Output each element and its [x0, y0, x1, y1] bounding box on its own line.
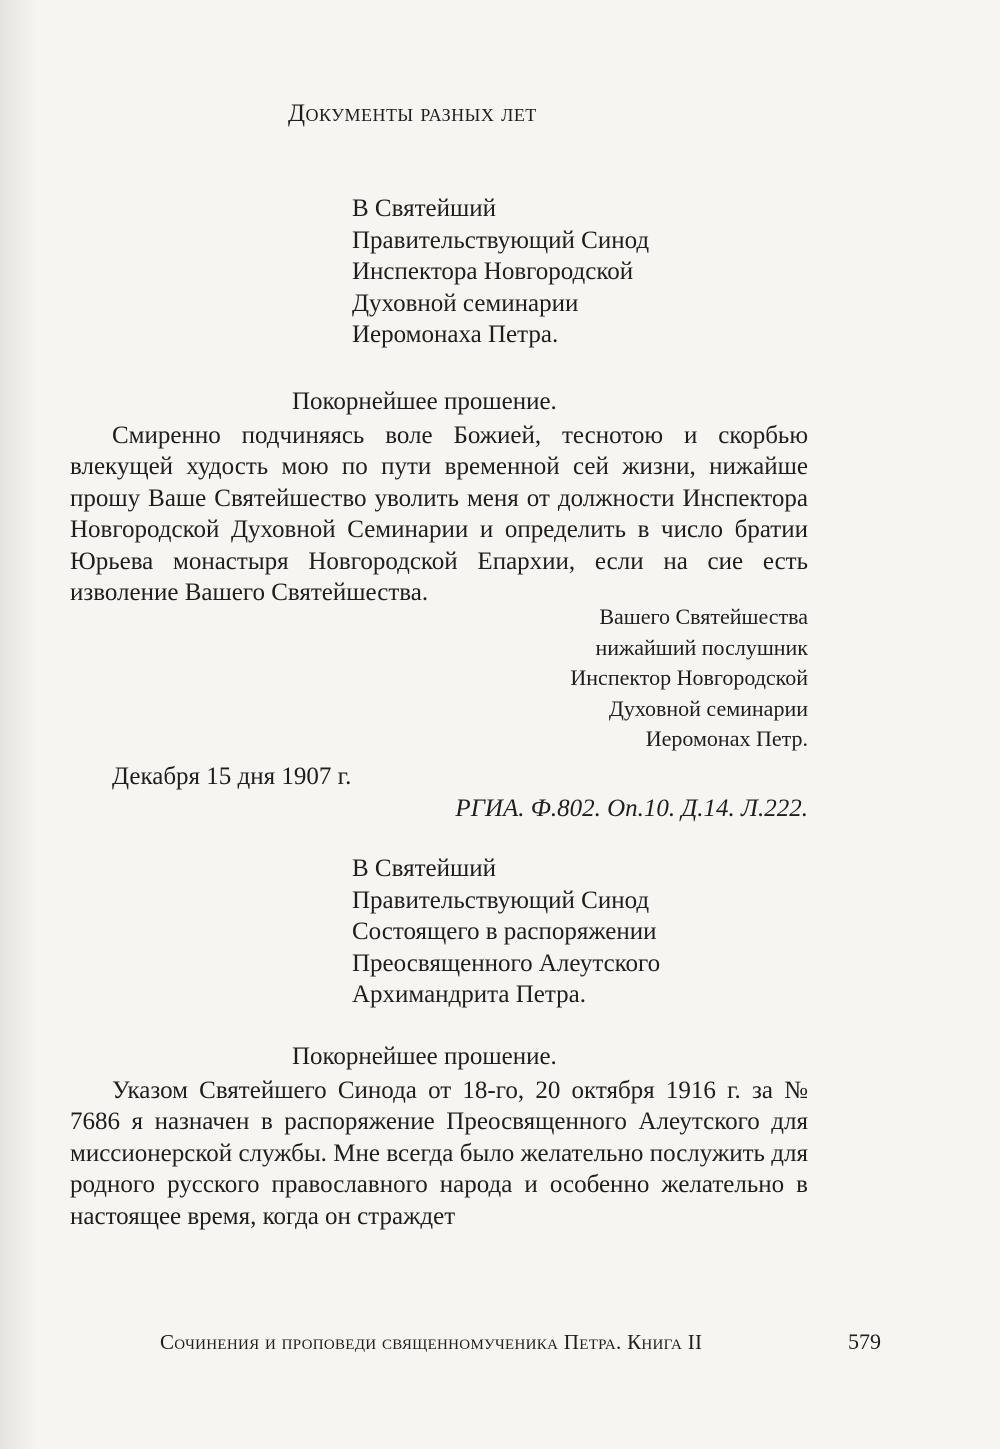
address-line: Преосвященного Алеутского [352, 949, 661, 977]
page-edge-shadow [0, 0, 38, 1449]
page-number: 579 [848, 1329, 881, 1354]
doc1-body [70, 420, 808, 608]
doc2-address-block [352, 853, 660, 1011]
doc1-paragraph: Смиренно подчиняясь воле Божией, теснотою и скорбью влекущей худость мою по пути временной сей жизни, нижайше прошу Ваше Святейшество уволить меня от должности Инспектора Новгородской Духовной Семинарии и определить в число братии Юрьева монастыря Новгородской Епархии, если на сие есть изволение Вашего Святейшества. [70, 422, 808, 607]
address-line: Духовной семинарии [352, 289, 579, 317]
signature-line: Иеромонах Петр. [645, 726, 808, 751]
section-heading: Документы разных лет [288, 100, 537, 127]
doc1-date: Декабря 15 дня 1907 г. [112, 763, 352, 790]
doc2-body [70, 1075, 808, 1232]
address-line: Инспектора Новгородской [352, 258, 634, 285]
address-line: В Святейший [352, 195, 496, 222]
signature-line: Вашего Святейшества [599, 604, 808, 629]
signature-line: Инспектор Новгородской [570, 665, 808, 690]
document-page [70, 0, 808, 1449]
address-line: Правительствующий Синод [352, 886, 650, 914]
address-line: В Святейший [352, 855, 496, 882]
doc1-title: Покорнейшее прошение. [292, 388, 557, 415]
running-footer: Сочинения и проповеди священномученика Петра. Книга II [160, 1330, 703, 1354]
address-line: Иеромонаха Петра. [352, 321, 559, 348]
doc2-paragraph: Указом Святейшего Синода от 18-го, 20 октября 1916 г. за № 7686 я назначен в распоряжение Преосвященного Алеутского для миссионерской службы. Мне всегда было желательно послужить для родного русского православного народа и особенно желательно в настоящее время, когда он страждет [70, 1077, 808, 1230]
signature-line: нижайший послушник [595, 634, 808, 660]
signature-line: Духовной семинарии [608, 695, 808, 721]
doc2-title: Покорнейшее прошение. [292, 1043, 557, 1070]
doc1-address-block [352, 193, 649, 351]
address-line: Правительствующий Синод [352, 226, 650, 254]
doc1-signature-block [570, 602, 808, 755]
address-line: Состоящего в распоряжении [352, 918, 657, 945]
doc1-archive-reference: РГИА. Ф.802. Оп.10. Д.14. Л.222. [455, 795, 808, 822]
address-line: Архимандрита Петра. [352, 981, 586, 1008]
